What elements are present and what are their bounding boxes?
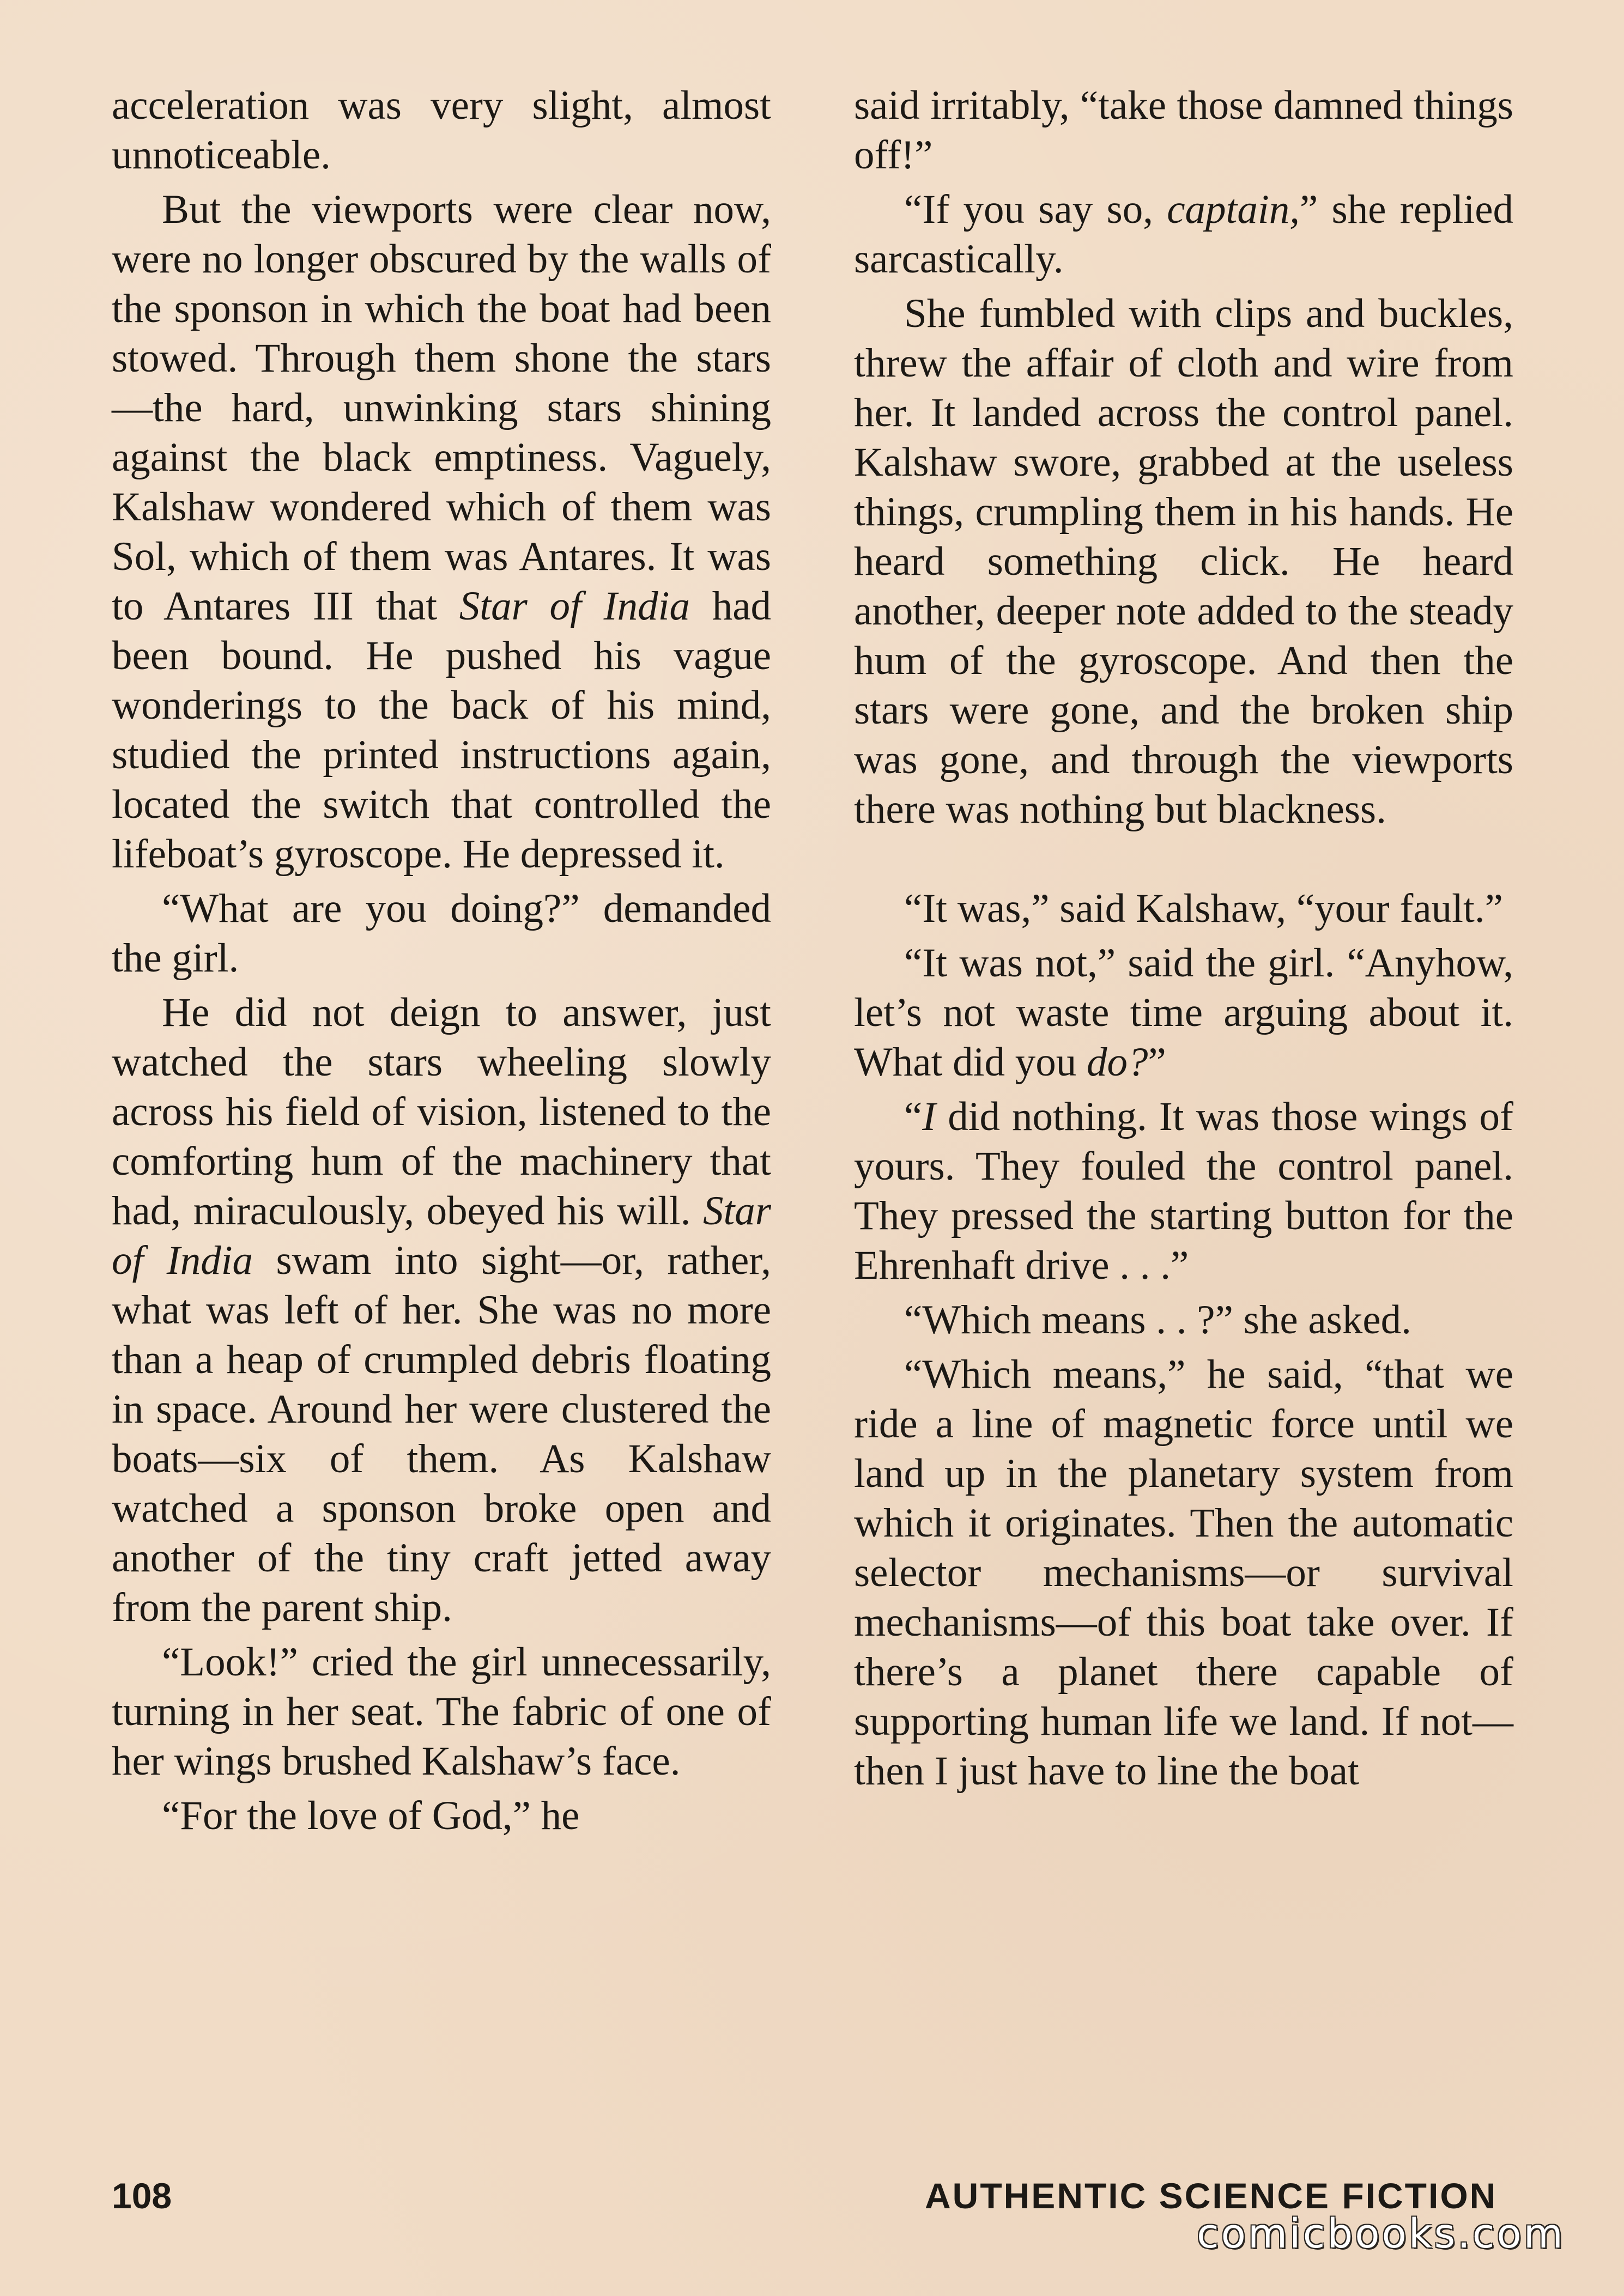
paragraph <box>112 1791 771 1841</box>
paragraph <box>854 1350 1513 1796</box>
text-run: said irritably, “take those damned things off!” <box>854 83 1513 178</box>
text-run: ” <box>1148 1040 1166 1085</box>
paragraph <box>854 1092 1513 1290</box>
text-run: “It was not,” said the girl. “Anyhow, let’s not waste time arguing about it. What did you <box>854 940 1513 1085</box>
text-run: He did not deign to answer, just watched the stars wheeling slowly across his field of vision, listened to the comforting hum of the machinery that had, miraculously, obeyed his will. <box>112 990 771 1234</box>
italic-text: Star of India <box>459 584 690 629</box>
paragraph <box>854 185 1513 284</box>
running-footer-title: AUTHENTIC SCIENCE FICTION <box>925 2176 1498 2216</box>
paragraph <box>854 1295 1513 1345</box>
text-run: “For the love of God,” he <box>162 1793 580 1838</box>
site-watermark: comicbooks.com <box>1197 2210 1565 2257</box>
page-number: 108 <box>112 2176 172 2216</box>
text-run: “Which means,” he said, “that we ride a line of magnetic force until we land up in the planetary system from which it originates. Then the automatic selector mechanisms—or survival mechanisms—of this boat take over. If there’s a planet there capable of supporting human life we land. If not—then I just have to line the boat <box>854 1352 1513 1794</box>
text-run: had been bound. He pushed his vague wonderings to the back of his mind, studied the printed instructions again, located the switch that controlled the lifeboat’s gyroscope. He depressed it. <box>112 584 771 877</box>
paragraph <box>854 938 1513 1087</box>
paragraph <box>112 1637 771 1786</box>
left-text-column <box>112 81 771 1845</box>
text-run: “Which means . . ?” she asked. <box>904 1297 1411 1343</box>
text-run: acceleration was very slight, almost unnoticeable. <box>112 83 771 178</box>
italic-text: captain, <box>1167 187 1300 232</box>
text-run: ” she replied sarcastically. <box>854 187 1514 282</box>
paragraph <box>854 289 1513 834</box>
paragraph <box>112 884 771 983</box>
italic-text: I <box>922 1094 936 1139</box>
paragraph <box>854 884 1513 933</box>
italic-text: Star of India <box>112 1188 771 1283</box>
text-run: “If you say so, <box>904 187 1167 232</box>
paragraph <box>112 185 771 879</box>
text-run: “ <box>904 1094 923 1139</box>
text-run: did nothing. It was those wings of yours. They fouled the control panel. They pressed the starting button for the Ehrenhaft drive . . .” <box>854 1094 1513 1288</box>
text-run: “Look!” cried the girl unnecessarily, turning in her seat. The fabric of one of her wings brushed Kalshaw’s face. <box>112 1639 771 1784</box>
paragraph <box>854 81 1513 180</box>
paragraph <box>112 81 771 180</box>
paragraph <box>112 988 771 1632</box>
text-run: But the viewports were clear now, were no longer obscured by the walls of the sponson in which the boat had been stowed. Through them shone the stars—the hard, unwinking stars shining against the black emptiness. Vaguely, Kalshaw wondered which of them was Sol, which of them was Antares. It was to Antares III that <box>112 187 771 629</box>
right-text-column <box>854 81 1513 1801</box>
italic-text: do? <box>1087 1040 1148 1085</box>
text-run: “It was,” said Kalshaw, “your fault.” <box>904 886 1503 931</box>
text-run: She fumbled with clips and buckles, threw the affair of cloth and wire from her. It landed across the control panel. Kalshaw swore, grabbed at the useless things, crumpling them in his hands. He heard something click. He heard another, deeper note added to the steady hum of the gyroscope. And then the stars were gone, and the broken ship was gone, and through the viewports there was nothing but blackness. <box>854 291 1513 832</box>
text-run: “What are you doing?” demanded the girl. <box>112 886 771 981</box>
text-run: swam into sight—or, rather, what was left of her. She was no more than a heap of crumpled debris floating in space. Around her were clustered the boats—six of them. As Kalshaw watched a sponson broke open and another of the tiny craft jetted away from the parent ship. <box>112 1238 771 1630</box>
